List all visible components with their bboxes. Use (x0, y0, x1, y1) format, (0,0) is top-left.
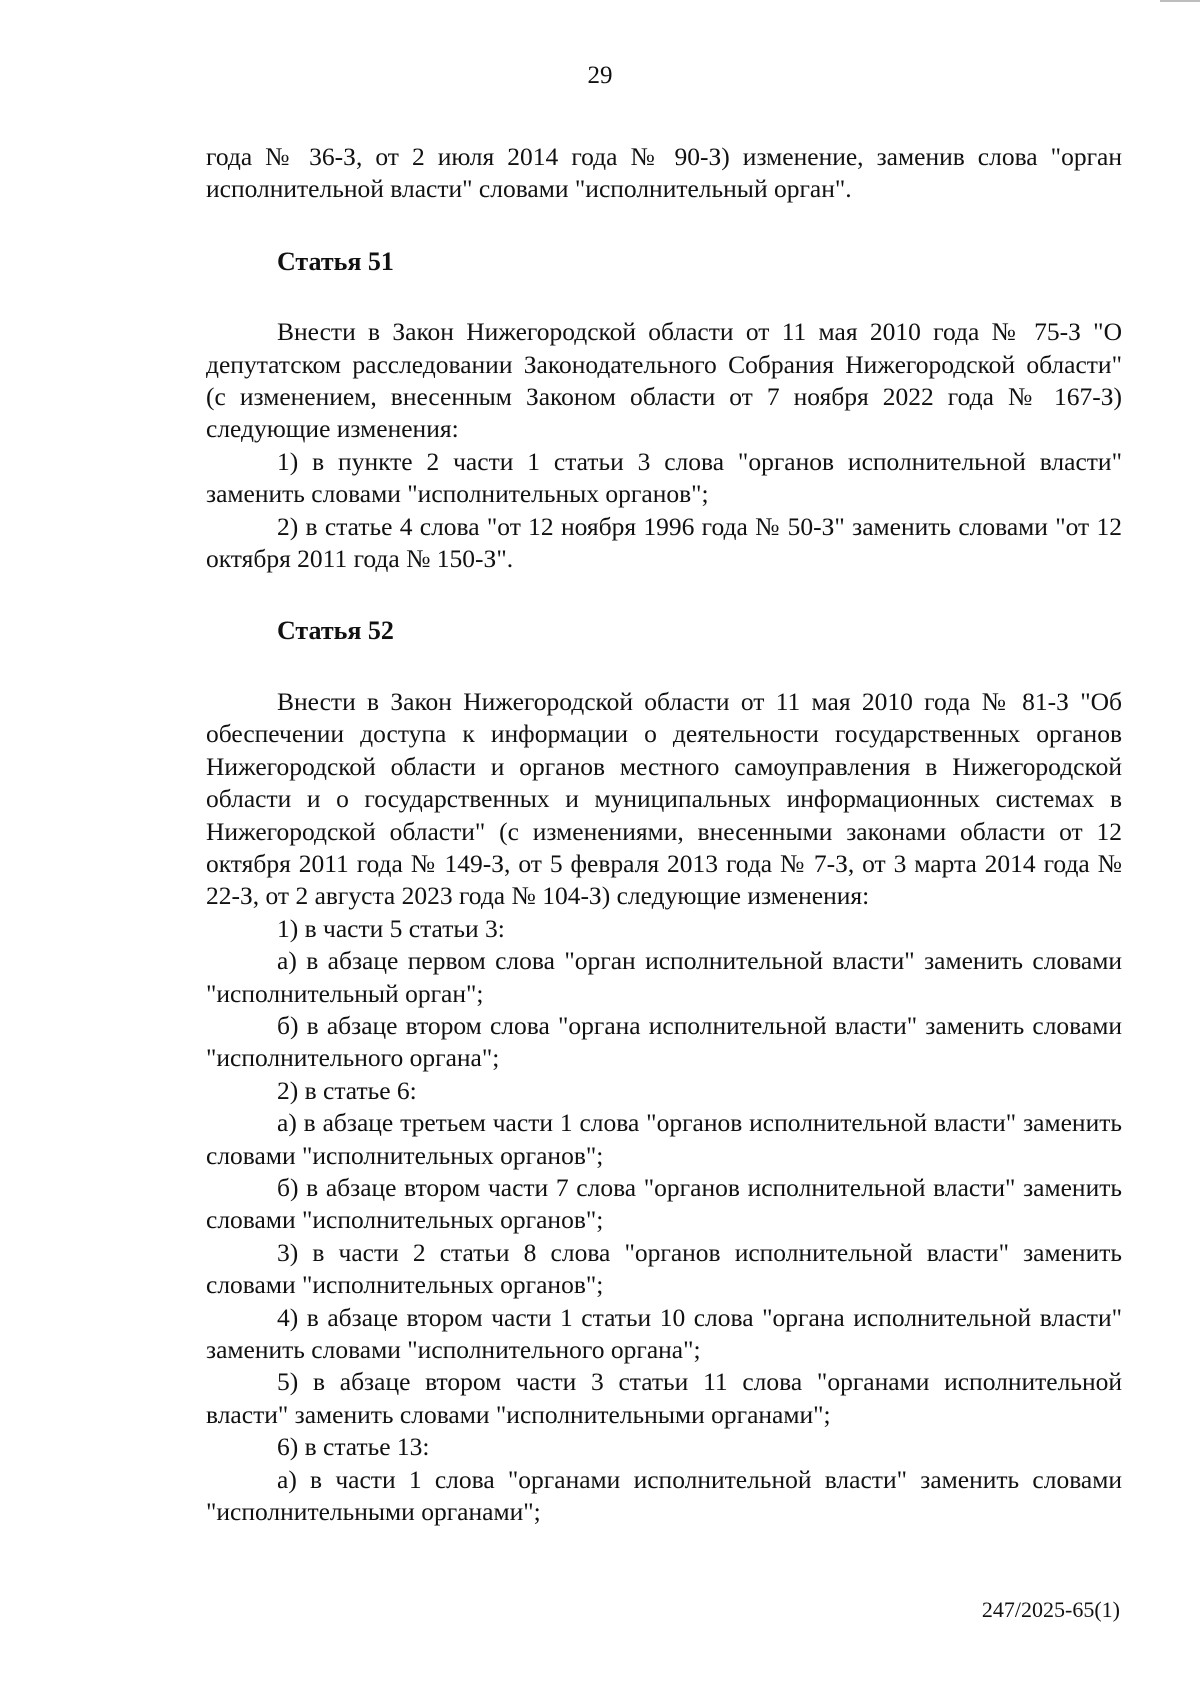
article-51-paragraph: 2) в статье 4 слова "от 12 ноября 1996 года № 50-З" заменить словами "от 12 октября 2011 года № 150-З". (206, 511, 1122, 574)
article-52-heading: Статья 52 (277, 616, 394, 646)
scan-edge-mark (1160, 0, 1200, 2)
article-52-paragraph: а) в части 1 слова "органами исполнительной власти" заменить словами "исполнительными органами"; (206, 1464, 1122, 1527)
article-52-paragraph: а) в абзаце первом слова "орган исполнительной власти" заменить словами "исполнительный орган"; (206, 946, 1122, 1008)
article-52-paragraph: Внести в Закон Нижегородской области от 11 мая 2010 года № 81-З "Об обеспечении доступа к информации о деятельности государственных органов Нижегородской области и органов местного самоуправления в Нижегородской области и о государственных и муниципальных информационных системах в Нижегородской области" (с изменениями, внесенными законами области от 12 октября 2011 года № 149-З, от 5 февраля 2013 года № 7-З, от 3 марта 2014 года № 22-З, от 2 августа 2023 года № 104-З) следующие изменения: (206, 686, 1122, 911)
article-51-paragraph: 1) в пункте 2 части 1 статьи 3 слова "органов исполнительной власти" заменить словами "исполнительных органов"; (206, 446, 1122, 509)
page-number: 29 (587, 62, 613, 89)
article-52-paragraph: 4) в абзаце втором части 1 статьи 10 слова "органа исполнительной власти" заменить словами "исполнительного органа"; (206, 1302, 1122, 1364)
document-registration-code: 247/2025-65(1) (981, 1597, 1120, 1622)
article-52-paragraph: 1) в части 5 статьи 3: (277, 913, 505, 943)
intro-paragraph: года № 36-З, от 2 июля 2014 года № 90-З) изменение, заменив слова "орган исполнительной власти" словами "исполнительный орган". (206, 142, 1122, 204)
article-52-paragraph: 2) в статье 6: (277, 1075, 417, 1105)
article-51-heading: Статья 51 (277, 246, 394, 276)
article-51-paragraph: Внести в Закон Нижегородской области от 11 мая 2010 года № 75-З "О депутатском расследовании Законодательного Собрания Нижегородской области" (с изменением, внесенным Законом области от 7 ноября 2022 года № 167-З) следующие изменения: (206, 317, 1122, 444)
article-52-paragraph: а) в абзаце третьем части 1 слова "органов исполнительной власти" заменить словами "исполнительных органов"; (206, 1108, 1122, 1170)
article-52-paragraph: б) в абзаце втором части 7 слова "органов исполнительной власти" заменить словами "исполнительных органов"; (206, 1172, 1122, 1235)
article-52-body (206, 686, 1122, 1529)
article-52-paragraph: 5) в абзаце втором части 3 статьи 11 слова "органами исполнительной власти" заменить словами "исполнительными органами"; (206, 1367, 1122, 1429)
article-52-paragraph: 6) в статье 13: (277, 1432, 430, 1462)
article-52-paragraph: 3) в части 2 статьи 8 слова "органов исполнительной власти" заменить словами "исполнительных органов"; (206, 1237, 1122, 1300)
article-51-body (206, 316, 1122, 575)
article-52-paragraph: б) в абзаце втором слова "органа исполнительной власти" заменить словами "исполнительного органа"; (206, 1010, 1122, 1073)
document-body (206, 141, 1122, 1528)
